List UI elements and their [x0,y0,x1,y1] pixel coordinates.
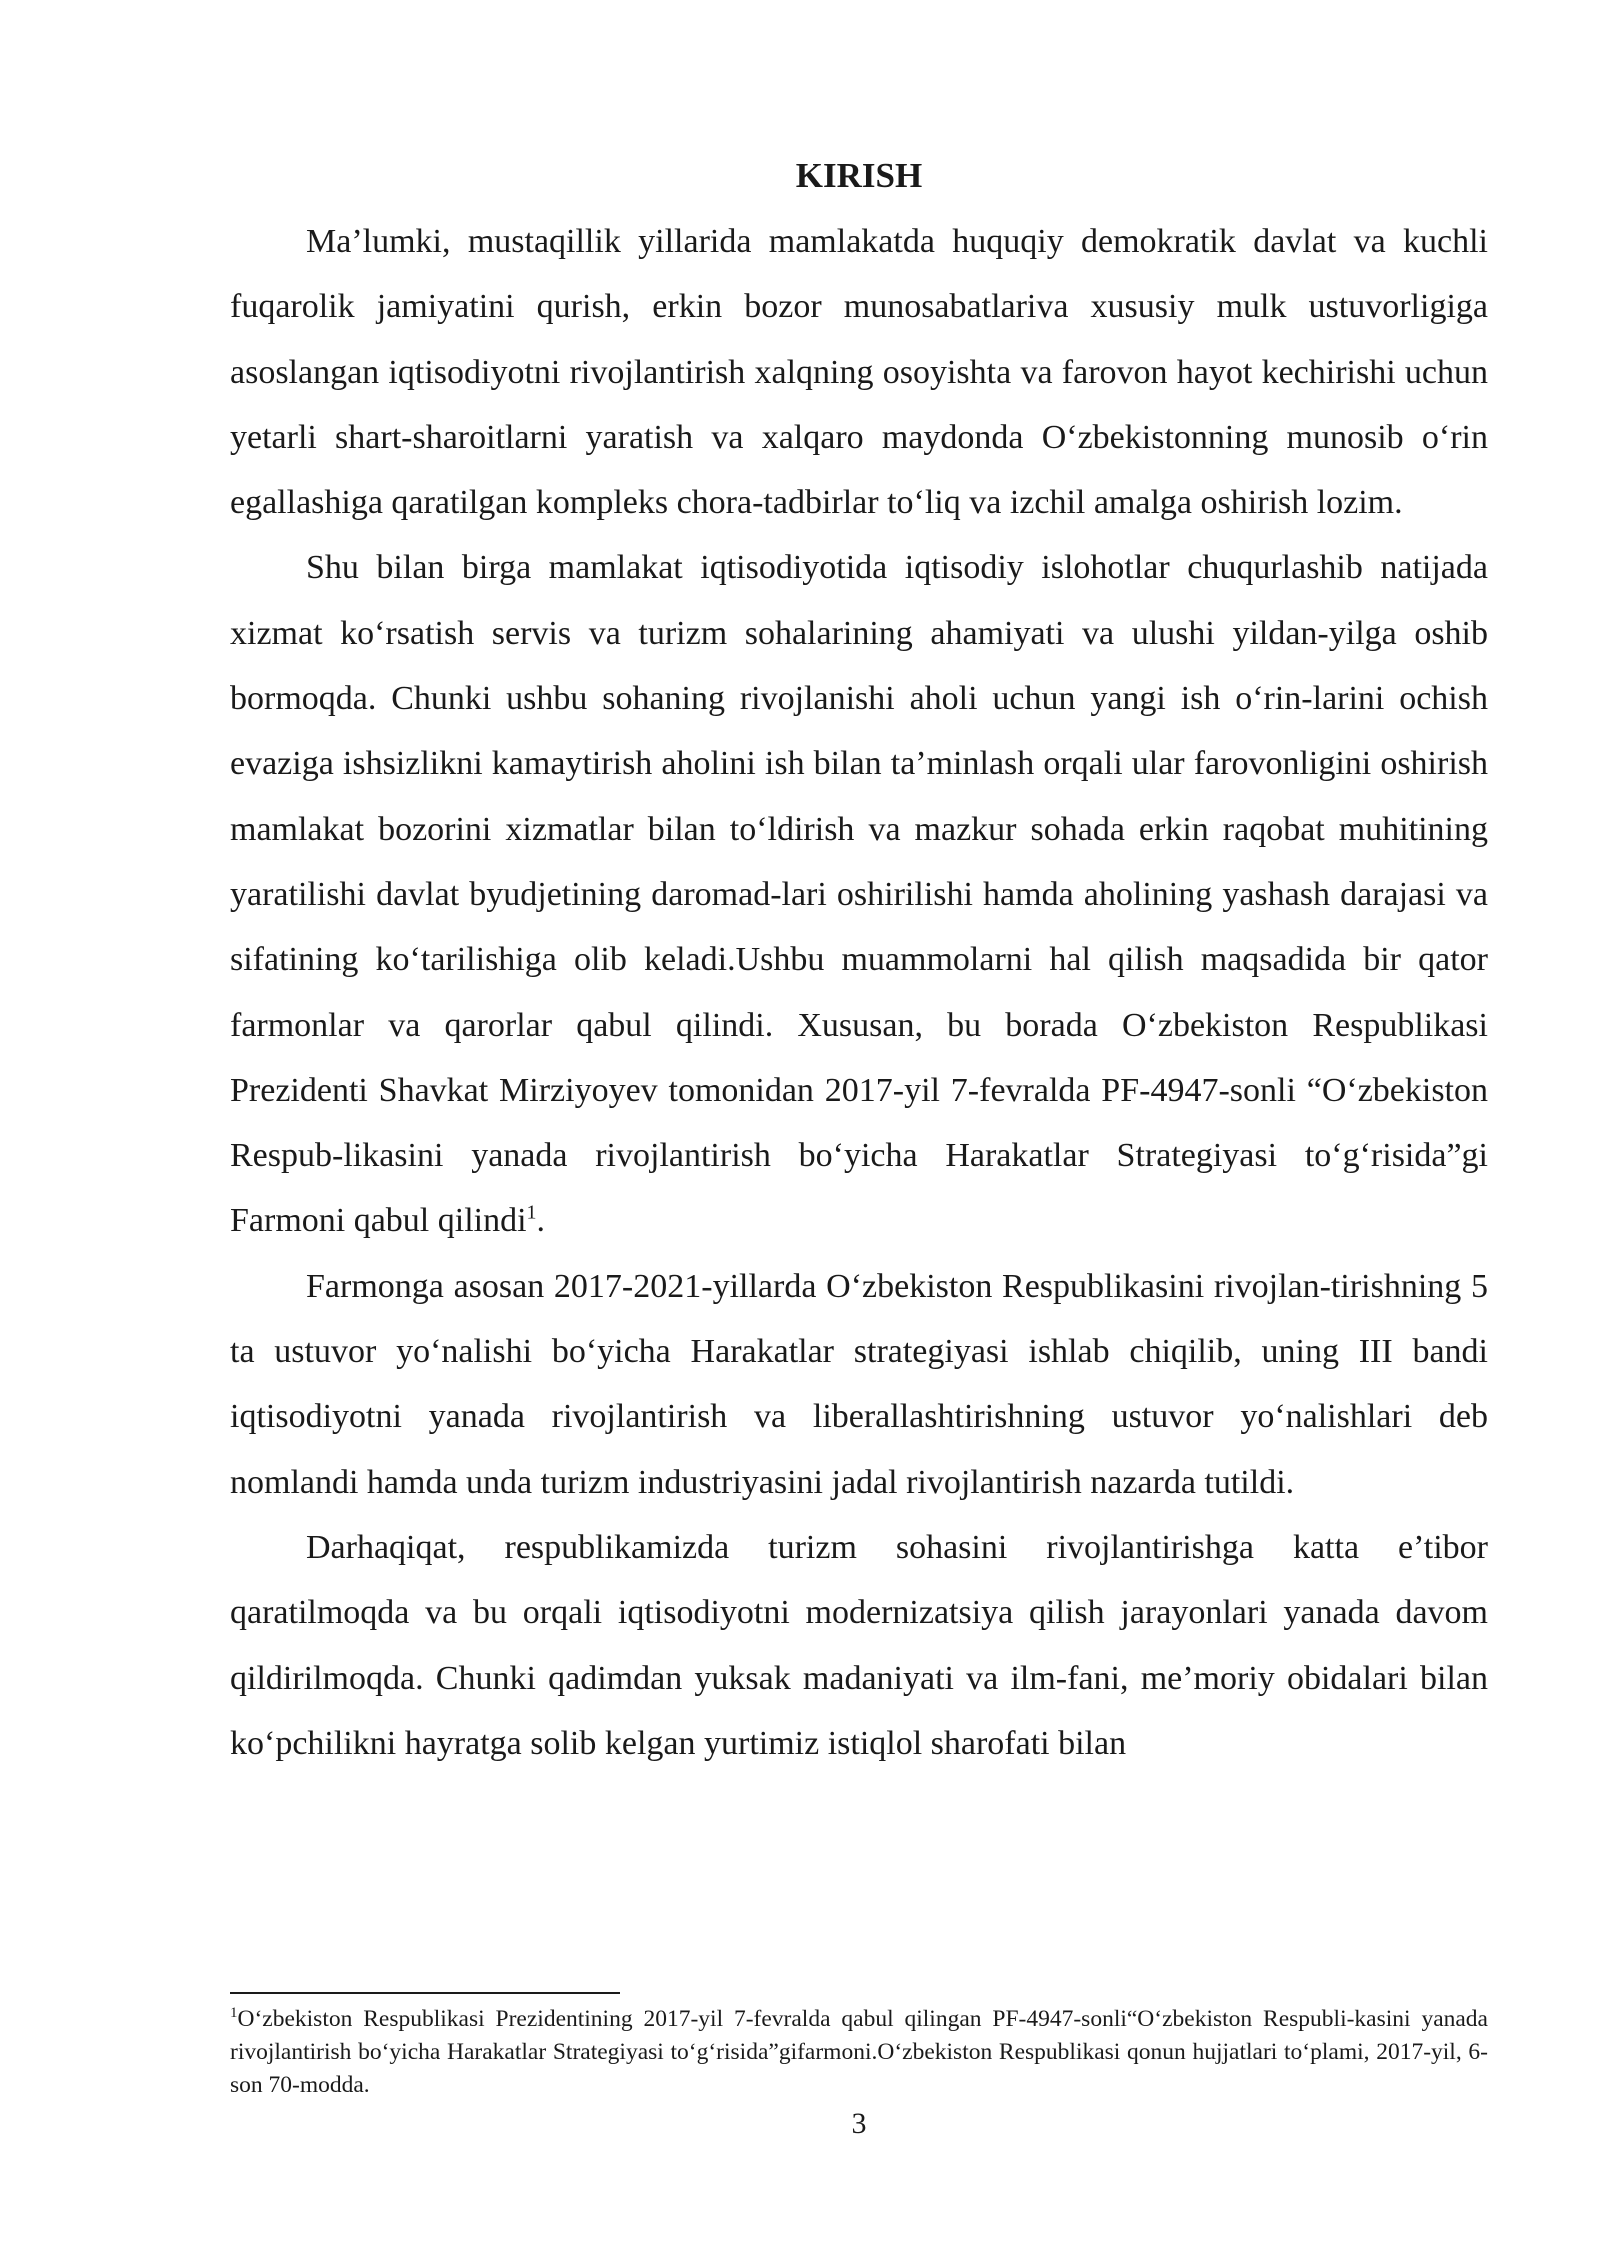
footnote-reference[interactable]: 1 [526,1202,537,1225]
paragraph-2 [230,535,1488,1253]
footnote-text: O‘zbekiston Respublikasi Prezidentining 2017-yil 7-fevralda qabul qilingan PF-4947-sonli“O‘zbekiston Respubli-kasini yanada rivojlantirish bo‘yicha Harakatlar Strategiyasi to‘g‘risida”gifarmoni.O‘zbekiston Respublikasi qonun hujjatlari to‘plami, 2017-yil, 6-son 70-modda. [230,2006,1488,2098]
page-number: 3 [851,2107,867,2140]
paragraph-1: Ma’lumki, mustaqillik yillarida mamlakatda huquqiy demokratik davlat va kuchli fuqarolik jamiyatini qurish, erkin bozor munosabatlariva xususiy mulk ustuvorligiga asoslangan iqtisodiyotni rivojlantirish xalqning osoyishta va farovon hayot kechirishi uchun yetarli shart-sharoitlarni yaratish va xalqaro maydonda O‘zbekistonning munosib o‘rin egallashiga qaratilgan kompleks chora-tadbirlar to‘liq va izchil amalga oshirish lozim. [230,223,1488,522]
paragraph-2-text: Shu bilan birga mamlakat iqtisodiyotida iqtisodiy islohotlar chuqurlashib natijada xizmat ko‘rsatish servis va turizm sohalarining ahamiyati va ulushi yildan-yilga oshib bormoqda. Chunki ushbu sohaning rivojlanishi aholi uchun yangi ish o‘rin-larini ochish evaziga ishsizlikni kamaytirish aholini ish bilan ta’minlash orqali ular farovonligini oshirish mamlakat bozorini xizmatlar bilan to‘ldirish va mazkur sohada erkin raqobat muhitining yaratilishi davlat byudjetining daromad-lari oshirilishi hamda aholining yashash darajasi va sifatining ko‘tarilishiga olib keladi.Ushbu muammolarni hal qilish maqsadida bir qator farmonlar va qarorlar qabul qilindi. Xususan, bu borada O‘zbekiston Respublikasi Prezidenti Shavkat Mirziyoyev tomonidan 2017-yil 7-fevralda PF-4947-sonli “O‘zbekiston Respub-likasini yanada rivojlantirish bo‘yicha Harakatlar Strategiyasi to‘g‘risida”gi Farmoni qabul qilindi [230,549,1488,1240]
paragraph-3: Farmonga asosan 2017-2021-yillarda O‘zbekiston Respublikasini rivojlan-tirishning 5 ta ustuvor yo‘nalishi bo‘yicha Harakatlar strategiyasi ishlab chiqilib, uning III bandi iqtisodiyotni yanada rivojlantirish va liberallashtirishning ustuvor yo‘nalishlari deb nomlandi hamda unda turizm industriyasini jadal rivojlantirish nazarda tutildi. [230,1267,1488,1501]
page-title: KIRISH [795,156,923,195]
body-text [230,209,1488,1776]
paragraph-4: Darhaqiqat, respublikamizda turizm sohasini rivojlantirishga katta e’tibor qaratilmoqda va bu orqali iqtisodiyotni modernizatsiya qilish jarayonlari yanada davom qildirilmoqda. Chunki qadimdan yuksak madaniyati va ilm-fani, me’moriy obidalari bilan ko‘pchilikni hayratga solib kelgan yurtimiz istiqlol sharofati bilan [230,1528,1488,1762]
footnote [230,2003,1488,2102]
paragraph-2-tail: . [536,1202,546,1240]
footnote-separator [230,1992,620,1994]
footnote-marker: 1 [230,2005,238,2022]
